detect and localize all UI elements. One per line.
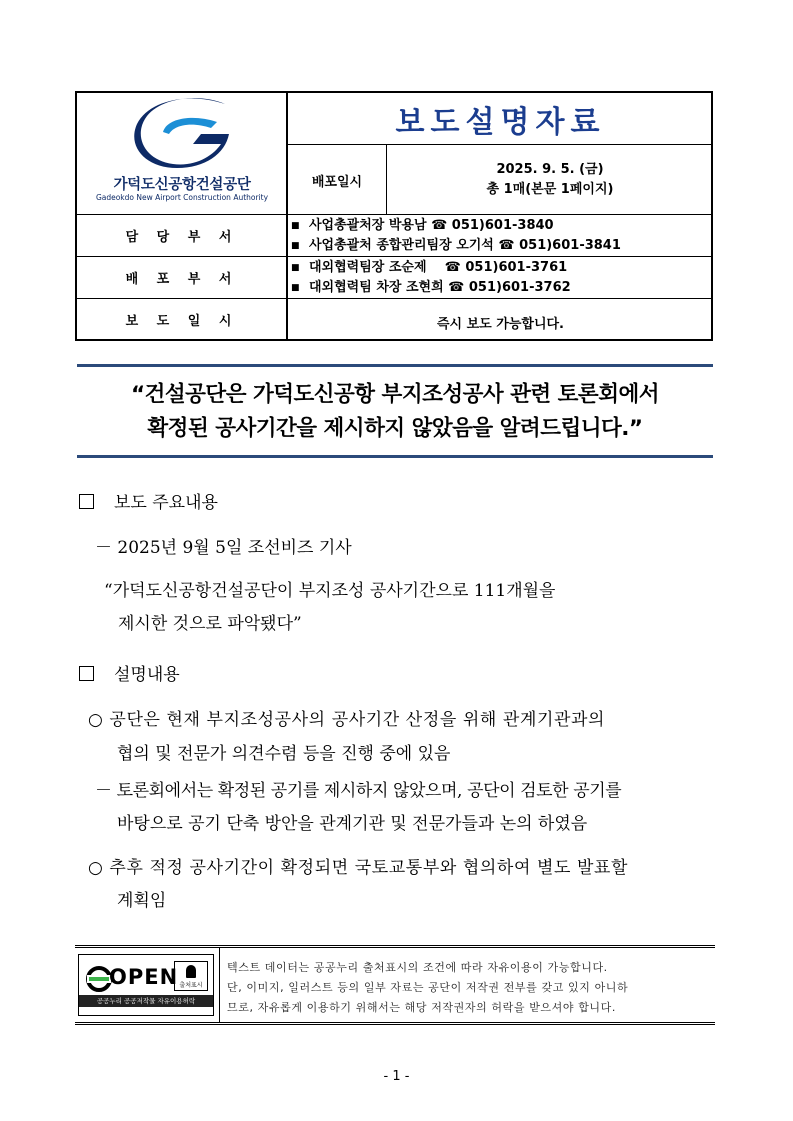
report-time-label: 보 도 일 시 [125, 313, 239, 329]
dept-contacts [291, 216, 711, 256]
distribution-contacts [291, 258, 711, 298]
explanation-line: 바탕으로 공기 단축 방안을 관계기관 및 전문가들과 논의 하였음 [117, 814, 588, 834]
person-icon [186, 965, 196, 978]
license-box [75, 945, 715, 1025]
headline-rule-bottom [77, 455, 713, 458]
checkbox-square-icon [79, 666, 94, 681]
dept-label: 담 당 부 서 [125, 230, 239, 245]
press-header-table [75, 91, 713, 341]
bullet-icon: ■ [291, 221, 300, 231]
section-heading-text: 보도 주요내용 [114, 493, 218, 513]
license-line: 므로, 자유롭게 이용하기 위해서는 해당 저작권자의 허락을 받으셔야 합니다. [227, 1001, 616, 1014]
release-label: 배포일시 [311, 175, 363, 190]
release-date: 2025. 9. 5. (금) [496, 162, 604, 177]
agency-g-emblem-icon [133, 98, 233, 168]
kogl-logo [78, 954, 214, 1016]
contact-line: 사업총괄처장 박용남 ☎ 051)601-3840 [309, 218, 554, 233]
explanation-line: － 토론회에서는 확정된 공기를 제시하지 않았으며, 공단이 검토한 공기를 [95, 781, 622, 801]
section-heading [79, 488, 218, 513]
headline [77, 378, 713, 446]
report-time-value: 즉시 보도 가능합니다. [436, 317, 564, 332]
agency-name-korean: 가덕도신공항건설공단 [113, 177, 251, 193]
explanation-line: ○ 공단은 현재 부지조성공사의 공사기간 산정을 위해 관계기관과의 [88, 710, 606, 730]
contact-line: 사업총괄처 종합관리팀장 오기석 ☎ 051)601-3841 [309, 238, 621, 253]
headline-line: 확정된 공사기간을 제시하지 않았음을 알려드립니다.” [147, 416, 643, 441]
explanation-line: 협의 및 전문가 의견수렴 등을 진행 중에 있음 [117, 744, 451, 764]
license-text [227, 958, 715, 1018]
headline-line: “건설공단은 가덕도신공항 부지조성공사 관련 토론회에서 [130, 382, 660, 407]
section-heading [79, 660, 180, 685]
explanation-line: ○ 추후 적정 공사기간이 확정되면 국토교통부와 협의하여 별도 발표할 [88, 858, 629, 878]
attribution-badge [174, 961, 208, 991]
page-count: 총 1매(본문 1페이지) [486, 182, 614, 197]
divider [219, 948, 220, 1022]
bullet-icon: ■ [291, 283, 300, 293]
headline-rule-top [77, 364, 713, 367]
attribution-badge-text: 출처표시 [179, 982, 203, 989]
section-heading-text: 설명내용 [114, 665, 180, 685]
news-quote-line: “가덕도신공항건설공단이 부지조성 공사기간으로 111개월을 [104, 581, 556, 601]
license-line: 텍스트 데이터는 공공누리 출처표시의 조건에 따라 자유이용이 가능합니다. [227, 961, 608, 974]
license-line: 단, 이미지, 일러스트 등의 일부 자료는 공단이 저작권 전부를 갖고 있지 아니하 [227, 981, 629, 994]
release-info [387, 146, 713, 215]
news-item: － 2025년 9월 5일 조선비즈 기사 [95, 538, 352, 558]
distribution-label: 배 포 부 서 [125, 272, 239, 287]
contact-line: 대외협력팀장 조순제 ☎ 051)601-3761 [309, 260, 568, 275]
bullet-icon: ■ [291, 263, 300, 273]
page-number: - 1 - [383, 1069, 410, 1084]
agency-name-english: Gadeokdo New Airport Construction Authority [95, 193, 269, 202]
contact-line: 대외협력팀 차장 조현희 ☎ 051)601-3762 [309, 280, 571, 295]
checkbox-square-icon [79, 494, 94, 509]
kogl-open-text: OPEN [109, 965, 179, 989]
kogl-caption: 공공누리 공공저작물 자유이용허락 [79, 995, 213, 1007]
document-title: 보도설명자료 [395, 105, 606, 140]
bullet-icon: ■ [291, 241, 300, 251]
news-quote-line: 제시한 것으로 파악됐다” [118, 614, 302, 634]
explanation-line: 계획임 [117, 891, 167, 911]
